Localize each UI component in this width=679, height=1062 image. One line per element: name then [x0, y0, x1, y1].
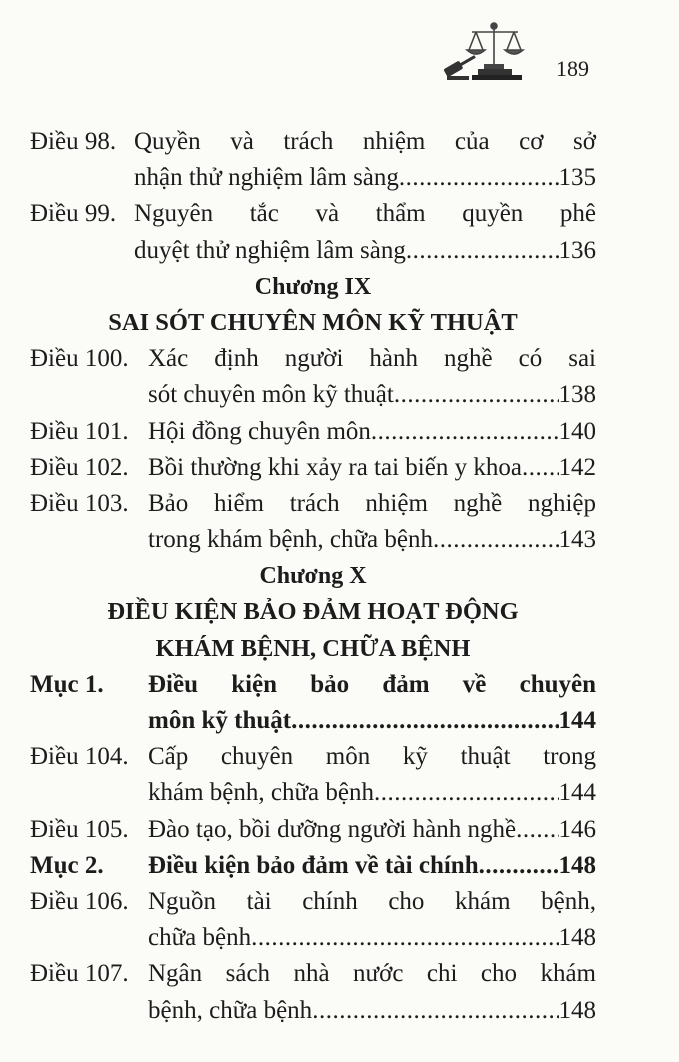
toc-entry-dieu-105[interactable]: [30, 812, 596, 848]
article-label: Điều 99.: [30, 200, 117, 228]
toc-entry-dieu-104[interactable]: [30, 739, 596, 775]
toc-section-muc-2[interactable]: [30, 848, 596, 884]
entry-text-line-1: Xác định người hành nghề có sai: [148, 345, 596, 373]
article-label: Điều 105.: [30, 815, 129, 843]
chapter-subtitle-line-1[interactable]: ĐIỀU KIỆN BẢO ĐẢM HOẠT ĐỘNG: [107, 598, 519, 626]
article-label: Điều 106.: [30, 887, 129, 915]
entry-text-line-2: duyệt thử nghiệm lâm sàng: [134, 236, 406, 264]
entry-leader-line: [148, 703, 596, 739]
page-ref: 148: [558, 924, 596, 952]
toc-entry-dieu-101[interactable]: [30, 414, 596, 450]
page-ref: 144: [558, 707, 596, 734]
page-number: 189: [556, 56, 589, 81]
entry-text-line-1: Bảo hiểm trách nhiệm nghề nghiệp: [148, 489, 596, 517]
toc-entry-dieu-107[interactable]: [30, 956, 596, 992]
dot-leader: [312, 993, 558, 1029]
toc-section-muc-1-cont[interactable]: [30, 703, 596, 739]
entry-text-line-1: Nguyên tắc và thẩm quyền phê: [134, 200, 596, 228]
dot-leader: [291, 703, 558, 739]
section-text-line-2: môn kỹ thuật: [148, 707, 292, 734]
entry-text-line-1: Cấp chuyên môn kỹ thuật trong: [148, 743, 596, 771]
entry-leader-line: [148, 993, 596, 1029]
toc-entry-dieu-100[interactable]: [30, 341, 596, 377]
toc-entry-dieu-102[interactable]: [30, 450, 596, 486]
article-label: Điều 100.: [30, 345, 129, 373]
article-label: Điều 103.: [30, 489, 129, 517]
toc-entry-dieu-98-cont[interactable]: [30, 160, 596, 196]
dot-leader: [374, 775, 559, 811]
entry-leader-line: [148, 377, 596, 413]
dot-leader: [516, 812, 558, 848]
toc-entry-dieu-103-cont[interactable]: [30, 522, 596, 558]
entry-leader-line: [148, 812, 596, 848]
toc-entry-dieu-106[interactable]: [30, 884, 596, 920]
page-ref: 144: [558, 779, 596, 807]
dot-leader: [479, 848, 559, 884]
entry-text-line-2: trong khám bệnh, chữa bệnh: [148, 526, 433, 554]
chapter-title[interactable]: Chương IX: [254, 273, 372, 300]
section-label: Mục 1.: [30, 670, 104, 698]
page-ref: 148: [558, 996, 596, 1024]
entry-leader-line: [148, 450, 596, 486]
scales-of-justice-gavel-books-icon: [442, 18, 542, 82]
page-ref: 140: [558, 417, 596, 445]
entry-text-line-2: nhận thử nghiệm lâm sàng: [134, 164, 399, 192]
entry-text-line-1: Nguồn tài chính cho khám bệnh,: [148, 887, 596, 915]
dot-leader: [406, 233, 559, 269]
dot-leader: [251, 920, 558, 956]
entry-text: Đào tạo, bồi dưỡng người hành nghề: [148, 815, 517, 843]
entry-leader-line: [148, 522, 596, 558]
dot-leader: [394, 377, 559, 413]
entry-leader-line: [134, 233, 596, 269]
section-text: Điều kiện bảo đảm về tài chính: [148, 851, 479, 879]
entry-leader-line: [148, 414, 596, 450]
page-ref: 135: [558, 164, 596, 192]
chapter-subtitle-line-2[interactable]: KHÁM BỆNH, CHỮA BỆNH: [155, 634, 471, 662]
toc-entry-dieu-107-cont[interactable]: [30, 993, 596, 1029]
section-text-line-1: Điều kiện bảo đảm về chuyên: [148, 670, 596, 698]
article-label: Điều 107.: [30, 960, 129, 988]
entry-text-line-2: chữa bệnh: [148, 924, 252, 952]
page-ref: 146: [558, 815, 596, 843]
toc-entry-dieu-104-cont[interactable]: [30, 775, 596, 811]
article-label: Điều 104.: [30, 743, 129, 771]
article-label: Điều 98.: [30, 128, 117, 155]
entry-leader-line: [148, 848, 596, 884]
dot-leader: [433, 522, 559, 558]
chapter-title[interactable]: Chương X: [259, 563, 367, 590]
table-of-contents: [30, 124, 596, 1029]
page-ref: 142: [558, 453, 596, 481]
entry-text: Hội đồng chuyên môn: [148, 417, 371, 445]
dot-leader: [399, 160, 559, 196]
entry-text-line-2: bệnh, chữa bệnh: [148, 996, 313, 1024]
page-ref: 148: [558, 851, 596, 879]
toc-entry-dieu-98[interactable]: [30, 124, 596, 160]
page-ref: 143: [558, 526, 596, 554]
entry-text-line-1: Ngân sách nhà nước chi cho khám: [148, 960, 596, 988]
toc-entry-dieu-99[interactable]: [30, 196, 596, 232]
chapter-subtitle[interactable]: SAI SÓT CHUYÊN MÔN KỸ THUẬT: [108, 308, 518, 336]
entry-leader-line: [148, 920, 596, 956]
article-label: Điều 101.: [30, 417, 129, 445]
toc-entry-dieu-99-cont[interactable]: [30, 233, 596, 269]
page-ref: 136: [558, 236, 596, 264]
dot-leader: [371, 414, 559, 450]
entry-leader-line: [148, 775, 596, 811]
toc-section-muc-1[interactable]: [30, 667, 596, 703]
entry-text-line-1: Quyền và trách nhiệm của cơ sở: [134, 128, 596, 155]
entry-text: Bồi thường khi xảy ra tai biến y khoa: [148, 453, 522, 481]
article-label: Điều 102.: [30, 453, 129, 481]
toc-entry-dieu-106-cont[interactable]: [30, 920, 596, 956]
page-ref: 138: [558, 381, 596, 409]
entry-leader-line: [134, 160, 596, 196]
dot-leader: [522, 450, 559, 486]
toc-entry-dieu-100-cont[interactable]: [30, 377, 596, 413]
entry-text-line-2: sót chuyên môn kỹ thuật: [148, 381, 394, 409]
entry-text-line-2: khám bệnh, chữa bệnh: [148, 779, 374, 807]
toc-entry-dieu-103[interactable]: [30, 486, 596, 522]
section-label: Mục 2.: [30, 851, 104, 879]
